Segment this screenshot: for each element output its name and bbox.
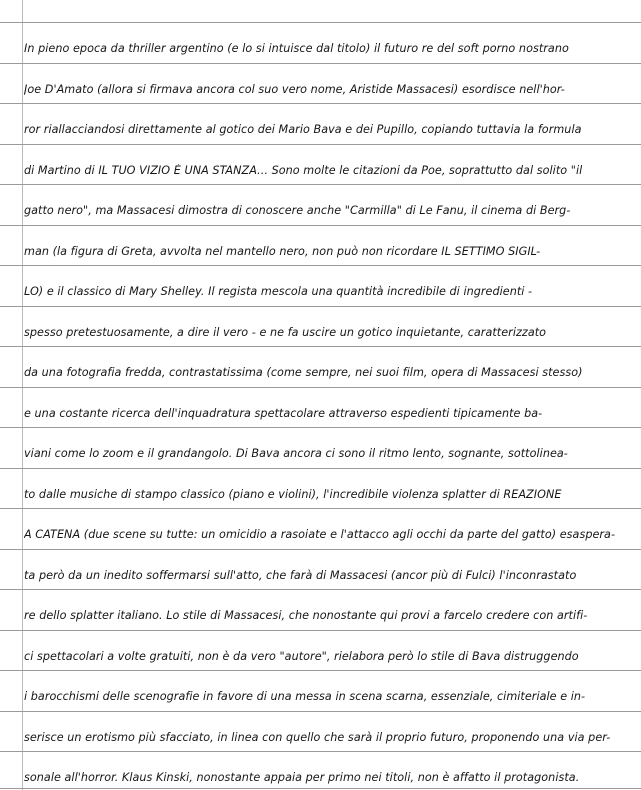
ruled-line bbox=[0, 225, 641, 226]
ruled-line bbox=[0, 22, 641, 23]
handwritten-line: Joe D'Amato (allora si firmava ancora col suo vero nome, Aristide Massacesi) esordisce nell'hor- bbox=[24, 83, 565, 96]
handwritten-line: i barocchismi delle scenografie in favore di una messa in scena scarna, essenziale, cimiteriale e in- bbox=[24, 690, 586, 703]
ruled-line bbox=[0, 549, 641, 550]
ruled-line bbox=[0, 589, 641, 590]
handwritten-line: A CATENA (due scene su tutte: un omicidio a rasoiate e l'attacco agli occhi da parte del gatto) esaspera- bbox=[24, 528, 616, 541]
ruled-line bbox=[0, 63, 641, 64]
handwritten-line: ror riallacciandosi direttamente al gotico dei Mario Bava e dei Pupillo, copiando tuttavia la formula bbox=[24, 123, 582, 136]
handwritten-line: re dello splatter italiano. Lo stile di Massacesi, che nonostante qui provi a farcelo credere con artifi- bbox=[24, 609, 588, 622]
ruled-line bbox=[0, 788, 641, 789]
handwritten-line: viani come lo zoom e il grandangolo. Di Bava ancora ci sono il ritmo lento, sognante, sottolinea- bbox=[24, 447, 568, 460]
ruled-line bbox=[0, 265, 641, 266]
handwritten-line: e una costante ricerca dell'inquadratura spettacolare attraverso espedienti tipicamente ba- bbox=[24, 407, 543, 420]
ruled-line bbox=[0, 346, 641, 347]
ruled-line bbox=[0, 630, 641, 631]
handwritten-line: In pieno epoca da thriller argentino (e lo si intuisce dal titolo) il futuro re del soft porno nostrano bbox=[24, 42, 569, 55]
ruled-line bbox=[0, 670, 641, 671]
ruled-line bbox=[0, 508, 641, 509]
handwritten-line: di Martino di IL TUO VIZIO È UNA STANZA... Sono molte le citazioni da Poe, soprattutto dal solito "il bbox=[24, 164, 583, 177]
handwritten-line: LO) e il classico di Mary Shelley. Il regista mescola una quantità incredibile di ingredienti - bbox=[24, 285, 533, 298]
handwritten-line: to dalle musiche di stampo classico (piano e violini), l'incredibile violenza splatter di REAZIONE bbox=[24, 488, 562, 501]
ruled-line bbox=[0, 751, 641, 752]
handwritten-line: sonale all'horror. Klaus Kinski, nonostante appaia per primo nei titoli, non è affatto il protagonista. bbox=[24, 771, 580, 784]
ruled-line bbox=[0, 306, 641, 307]
handwritten-line: ta però da un inedito soffermarsi sull'atto, che farà di Massacesi (ancor più di Fulci) l'inconrastato bbox=[24, 569, 577, 582]
ruled-line bbox=[0, 468, 641, 469]
margin-line bbox=[22, 0, 23, 790]
handwritten-line: man (la figura di Greta, avvolta nel mantello nero, non può non ricordare IL SETTIMO SIGIL- bbox=[24, 245, 541, 258]
handwritten-line: serisce un erotismo più sfacciato, in linea con quello che sarà il proprio futuro, proponendo una via per- bbox=[24, 731, 611, 744]
handwritten-line: spesso pretestuosamente, a dire il vero - e ne fa uscire un gotico inquietante, caratterizzato bbox=[24, 326, 547, 339]
ruled-line bbox=[0, 387, 641, 388]
ruled-line bbox=[0, 711, 641, 712]
ruled-line bbox=[0, 103, 641, 104]
ruled-line bbox=[0, 144, 641, 145]
handwritten-line: gatto nero", ma Massacesi dimostra di conoscere anche "Carmilla" di Le Fanu, il cinema di Berg- bbox=[24, 204, 571, 217]
handwritten-line: da una fotografia fredda, contrastatissima (come sempre, nei suoi film, opera di Massacesi stesso) bbox=[24, 366, 583, 379]
ruled-line bbox=[0, 184, 641, 185]
ruled-line bbox=[0, 427, 641, 428]
handwritten-line: ci spettacolari a volte gratuiti, non è da vero "autore", rielabora però lo stile di Bava distruggendo bbox=[24, 650, 579, 663]
